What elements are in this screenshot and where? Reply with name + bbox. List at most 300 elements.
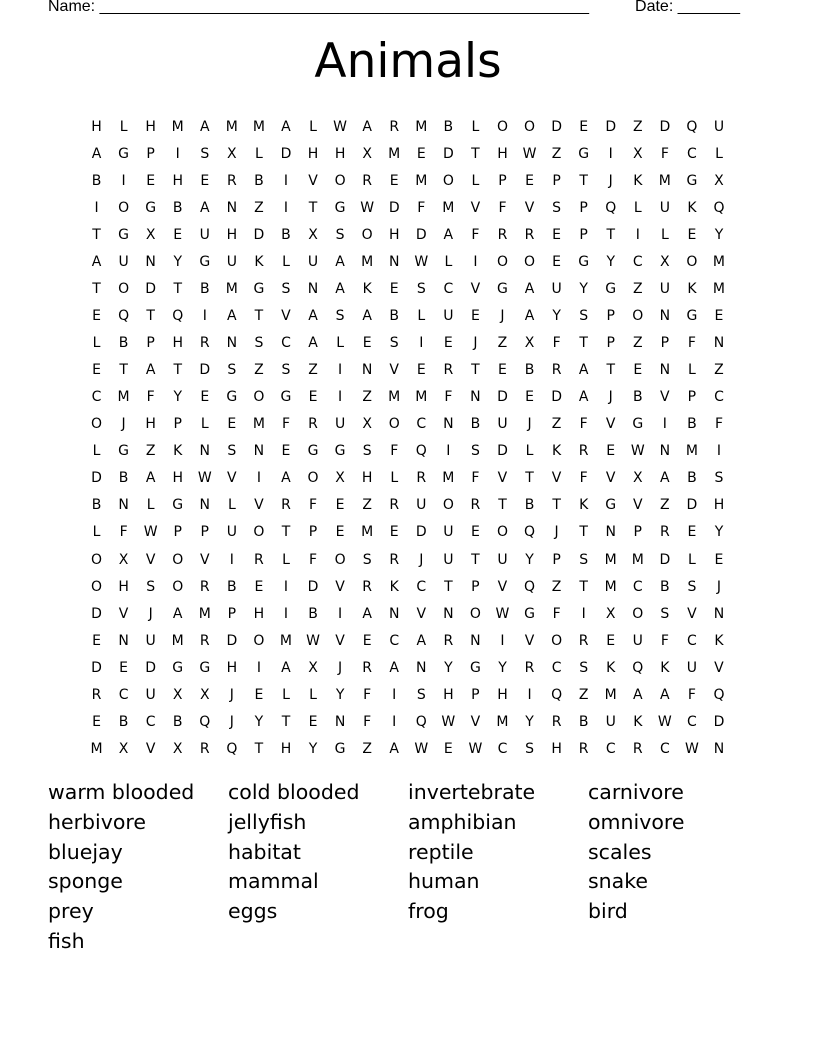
grid-letter[interactable]: X [227, 145, 237, 162]
grid-letter[interactable]: Z [551, 416, 562, 433]
grid-letter[interactable]: M [171, 632, 184, 649]
grid-letter[interactable]: Z [578, 686, 589, 703]
grid-letter[interactable]: V [714, 659, 724, 676]
grid-letter[interactable]: Z [254, 362, 264, 379]
grid-letter[interactable]: W [333, 118, 348, 135]
grid-letter[interactable]: C [416, 416, 427, 433]
grid-letter[interactable]: O [91, 551, 103, 568]
grid-letter[interactable]: L [471, 172, 480, 189]
grid-letter[interactable]: U [199, 226, 210, 243]
grid-letter[interactable]: T [579, 578, 588, 595]
grid-letter[interactable]: S [362, 551, 372, 568]
grid-letter[interactable]: T [579, 524, 588, 541]
grid-letter[interactable]: N [118, 497, 129, 514]
grid-letter[interactable]: T [606, 362, 615, 379]
grid-letter[interactable]: S [227, 362, 237, 379]
grid-letter[interactable]: M [685, 443, 698, 460]
grid-letter[interactable]: G [307, 443, 319, 460]
grid-letter[interactable]: L [444, 253, 453, 270]
grid-letter[interactable]: G [280, 389, 292, 406]
grid-letter[interactable]: B [660, 578, 670, 595]
grid-letter[interactable]: P [552, 551, 561, 568]
grid-letter[interactable]: J [229, 686, 234, 703]
grid-letter[interactable]: I [419, 335, 424, 352]
grid-letter[interactable]: R [362, 578, 373, 595]
grid-letter[interactable]: G [578, 253, 590, 270]
grid-letter[interactable]: D [280, 145, 292, 162]
grid-letter[interactable]: R [551, 713, 562, 730]
grid-letter[interactable]: P [200, 524, 209, 541]
grid-letter[interactable]: F [498, 199, 507, 216]
grid-letter[interactable]: J [338, 659, 343, 676]
grid-letter[interactable]: W [414, 253, 429, 270]
grid-letter[interactable]: C [416, 578, 427, 595]
grid-letter[interactable]: Q [118, 307, 130, 324]
grid-letter[interactable]: T [552, 497, 561, 514]
grid-letter[interactable]: U [497, 551, 508, 568]
grid-letter[interactable]: P [606, 335, 615, 352]
grid-letter[interactable]: E [362, 632, 372, 649]
grid-letter[interactable]: I [581, 605, 586, 622]
grid-letter[interactable]: M [252, 118, 265, 135]
grid-letter[interactable]: A [308, 307, 318, 324]
grid-letter[interactable]: G [334, 740, 346, 757]
grid-letter[interactable]: N [470, 389, 481, 406]
grid-letter[interactable]: J [554, 524, 559, 541]
grid-letter[interactable]: L [282, 253, 290, 270]
grid-letter[interactable]: L [688, 551, 696, 568]
grid-letter[interactable]: O [334, 551, 346, 568]
grid-letter[interactable]: O [253, 632, 265, 649]
grid-letter[interactable]: G [497, 280, 508, 297]
grid-letter[interactable]: P [146, 335, 155, 352]
grid-letter[interactable]: M [631, 551, 644, 568]
grid-letter[interactable]: B [470, 416, 481, 433]
grid-letter[interactable]: U [659, 280, 670, 297]
grid-letter[interactable]: N [307, 280, 319, 297]
grid-letter[interactable]: H [118, 578, 129, 595]
grid-letter[interactable]: M [225, 280, 238, 297]
grid-letter[interactable]: W [630, 443, 645, 460]
grid-letter[interactable]: G [199, 253, 211, 270]
grid-letter[interactable]: A [199, 199, 210, 216]
grid-letter[interactable]: R [497, 226, 508, 243]
grid-letter[interactable]: M [604, 578, 617, 595]
grid-letter[interactable]: S [362, 443, 372, 460]
grid-letter[interactable]: Y [444, 659, 453, 676]
grid-letter[interactable]: N [659, 362, 671, 379]
grid-letter[interactable]: H [253, 605, 265, 622]
grid-letter[interactable]: M [496, 713, 509, 730]
grid-letter[interactable]: E [389, 172, 399, 189]
grid-letter[interactable]: U [334, 416, 346, 433]
grid-letter[interactable]: R [199, 740, 210, 757]
grid-letter[interactable]: W [441, 713, 456, 730]
grid-letter[interactable]: X [524, 335, 535, 352]
grid-letter[interactable]: U [307, 253, 319, 270]
grid-letter[interactable]: H [145, 118, 156, 135]
grid-letter[interactable]: K [606, 659, 616, 676]
grid-letter[interactable]: T [281, 524, 291, 541]
grid-letter[interactable]: W [414, 740, 429, 757]
grid-letter[interactable]: D [415, 226, 427, 243]
grid-letter[interactable]: Y [335, 686, 345, 703]
grid-letter[interactable]: N [226, 199, 238, 216]
grid-letter[interactable]: T [579, 335, 588, 352]
grid-letter[interactable]: I [527, 686, 532, 703]
grid-letter[interactable]: M [117, 389, 130, 406]
grid-letter[interactable]: P [146, 145, 155, 162]
grid-letter[interactable]: R [389, 551, 400, 568]
grid-letter[interactable]: X [362, 145, 372, 162]
grid-letter[interactable]: S [227, 443, 237, 460]
grid-letter[interactable]: P [552, 172, 561, 189]
grid-letter[interactable]: Q [713, 199, 725, 216]
grid-letter[interactable]: Z [551, 145, 562, 162]
grid-letter[interactable]: F [146, 389, 155, 406]
grid-letter[interactable]: H [172, 335, 183, 352]
grid-letter[interactable]: G [199, 659, 211, 676]
grid-letter[interactable]: C [632, 578, 643, 595]
grid-letter[interactable]: V [470, 280, 481, 297]
grid-letter[interactable]: E [498, 362, 507, 379]
grid-letter[interactable]: D [199, 362, 211, 379]
grid-letter[interactable]: V [524, 632, 535, 649]
grid-letter[interactable]: M [198, 605, 211, 622]
grid-letter[interactable]: F [579, 416, 588, 433]
grid-letter[interactable]: Z [362, 740, 372, 757]
grid-letter[interactable]: D [388, 199, 400, 216]
grid-letter[interactable]: V [227, 470, 237, 487]
grid-letter[interactable]: S [146, 578, 156, 595]
grid-letter[interactable]: O [388, 416, 400, 433]
grid-letter[interactable]: H [361, 470, 373, 487]
grid-letter[interactable]: E [525, 389, 534, 406]
grid-letter[interactable]: V [335, 578, 345, 595]
grid-letter[interactable]: T [471, 362, 480, 379]
grid-letter[interactable]: M [658, 172, 671, 189]
grid-letter[interactable]: O [118, 280, 130, 297]
grid-letter[interactable]: X [172, 686, 183, 703]
grid-letter[interactable]: H [145, 416, 156, 433]
grid-letter[interactable]: N [605, 524, 616, 541]
grid-letter[interactable]: T [308, 199, 318, 216]
grid-letter[interactable]: T [579, 172, 588, 189]
grid-letter[interactable]: Y [552, 307, 561, 324]
grid-letter[interactable]: A [172, 605, 183, 622]
grid-letter[interactable]: X [632, 145, 643, 162]
grid-letter[interactable]: D [253, 226, 265, 243]
grid-letter[interactable]: M [171, 118, 184, 135]
grid-letter[interactable]: O [118, 199, 130, 216]
grid-letter[interactable]: A [632, 686, 643, 703]
grid-letter[interactable]: N [659, 443, 671, 460]
grid-letter[interactable]: L [282, 686, 290, 703]
grid-letter[interactable]: T [92, 280, 101, 297]
grid-letter[interactable]: E [173, 226, 183, 243]
grid-letter[interactable]: V [145, 551, 156, 568]
grid-letter[interactable]: I [338, 389, 343, 406]
grid-letter[interactable]: F [714, 416, 723, 433]
grid-letter[interactable]: H [443, 686, 454, 703]
grid-letter[interactable]: O [496, 524, 508, 541]
grid-letter[interactable]: M [415, 118, 428, 135]
grid-letter[interactable]: R [389, 497, 400, 514]
grid-letter[interactable]: Z [362, 497, 372, 514]
grid-letter[interactable]: I [256, 659, 261, 676]
grid-letter[interactable]: E [416, 145, 426, 162]
grid-letter[interactable]: E [606, 632, 616, 649]
grid-letter[interactable]: Q [524, 524, 536, 541]
grid-letter[interactable]: N [416, 659, 427, 676]
grid-letter[interactable]: U [145, 686, 156, 703]
grid-letter[interactable]: R [226, 172, 237, 189]
grid-letter[interactable]: P [606, 307, 615, 324]
grid-letter[interactable]: N [388, 605, 400, 622]
grid-letter[interactable]: G [118, 443, 130, 460]
grid-letter[interactable]: E [389, 524, 399, 541]
grid-letter[interactable]: V [605, 416, 616, 433]
grid-letter[interactable]: Y [254, 713, 264, 730]
grid-letter[interactable]: G [226, 389, 238, 406]
grid-letter[interactable]: P [579, 199, 588, 216]
grid-letter[interactable]: K [687, 280, 697, 297]
grid-letter[interactable]: C [687, 145, 697, 162]
grid-letter[interactable]: E [687, 524, 697, 541]
grid-letter[interactable]: M [442, 470, 455, 487]
grid-letter[interactable]: Y [606, 253, 615, 270]
grid-letter[interactable]: R [199, 578, 210, 595]
grid-letter[interactable]: L [146, 497, 155, 514]
grid-letter[interactable]: A [578, 389, 589, 406]
grid-letter[interactable]: K [389, 578, 399, 595]
grid-letter[interactable]: H [172, 470, 183, 487]
grid-letter[interactable]: X [632, 470, 643, 487]
grid-letter[interactable]: F [309, 551, 318, 568]
grid-letter[interactable]: S [470, 443, 480, 460]
grid-letter[interactable]: O [91, 416, 103, 433]
grid-letter[interactable]: R [578, 632, 589, 649]
grid-letter[interactable]: B [172, 713, 183, 730]
grid-letter[interactable]: D [497, 389, 508, 406]
grid-letter[interactable]: U [118, 253, 129, 270]
grid-letter[interactable]: S [579, 659, 589, 676]
grid-letter[interactable]: L [633, 199, 642, 216]
grid-letter[interactable]: D [91, 470, 102, 487]
grid-letter[interactable]: E [579, 118, 589, 135]
grid-letter[interactable]: M [604, 551, 617, 568]
grid-letter[interactable]: X [308, 226, 318, 243]
grid-letter[interactable]: F [552, 605, 561, 622]
grid-letter[interactable]: Y [525, 551, 534, 568]
grid-letter[interactable]: Q [524, 578, 536, 595]
grid-letter[interactable]: D [497, 443, 508, 460]
grid-letter[interactable]: B [687, 416, 697, 433]
grid-letter[interactable]: I [608, 145, 613, 162]
grid-letter[interactable]: V [254, 497, 264, 514]
grid-letter[interactable]: V [416, 605, 427, 622]
grid-letter[interactable]: A [199, 118, 210, 135]
grid-letter[interactable]: E [92, 307, 101, 324]
grid-letter[interactable]: R [389, 118, 400, 135]
grid-letter[interactable]: K [633, 172, 643, 189]
grid-letter[interactable]: E [227, 416, 237, 433]
grid-letter[interactable]: A [362, 605, 372, 622]
grid-letter[interactable]: V [281, 307, 291, 324]
grid-letter[interactable]: W [143, 524, 158, 541]
grid-letter[interactable]: V [199, 551, 210, 568]
grid-letter[interactable]: O [496, 253, 508, 270]
grid-letter[interactable]: G [469, 659, 481, 676]
grid-letter[interactable]: E [714, 551, 724, 568]
grid-letter[interactable]: L [92, 443, 101, 460]
grid-letter[interactable]: A [443, 226, 454, 243]
grid-letter[interactable]: X [145, 226, 156, 243]
grid-letter[interactable]: P [471, 578, 480, 595]
grid-letter[interactable]: X [714, 172, 724, 189]
grid-letter[interactable]: O [253, 524, 265, 541]
grid-letter[interactable]: K [579, 497, 589, 514]
grid-letter[interactable]: N [713, 335, 725, 352]
grid-letter[interactable]: K [660, 659, 670, 676]
grid-letter[interactable]: E [552, 226, 562, 243]
grid-letter[interactable]: E [416, 362, 426, 379]
grid-letter[interactable]: B [578, 713, 589, 730]
grid-letter[interactable]: D [659, 551, 671, 568]
grid-letter[interactable]: X [118, 740, 129, 757]
grid-letter[interactable]: K [362, 280, 372, 297]
grid-letter[interactable]: A [91, 145, 102, 162]
grid-letter[interactable]: L [309, 118, 317, 135]
grid-letter[interactable]: D [442, 145, 454, 162]
grid-letter[interactable]: Q [551, 686, 563, 703]
grid-letter[interactable]: A [335, 253, 345, 270]
grid-letter[interactable]: B [632, 389, 643, 406]
grid-letter[interactable]: T [146, 307, 155, 324]
grid-letter[interactable]: P [633, 524, 642, 541]
grid-letter[interactable]: L [282, 551, 290, 568]
grid-letter[interactable]: W [495, 605, 510, 622]
grid-letter[interactable]: S [687, 578, 697, 595]
grid-letter[interactable]: M [415, 389, 428, 406]
grid-letter[interactable]: R [632, 740, 643, 757]
grid-letter[interactable]: X [362, 416, 372, 433]
grid-letter[interactable]: A [281, 470, 291, 487]
grid-letter[interactable]: F [552, 335, 561, 352]
grid-letter[interactable]: M [361, 253, 374, 270]
grid-letter[interactable]: Z [714, 362, 724, 379]
grid-letter[interactable]: U [605, 713, 616, 730]
grid-letter[interactable]: G [605, 497, 617, 514]
grid-letter[interactable]: E [362, 335, 372, 352]
grid-letter[interactable]: O [307, 470, 319, 487]
grid-letter[interactable]: F [660, 145, 669, 162]
grid-letter[interactable]: T [92, 226, 101, 243]
grid-letter[interactable]: X [335, 470, 345, 487]
grid-letter[interactable]: J [121, 416, 126, 433]
grid-letter[interactable]: Q [415, 713, 427, 730]
grid-letter[interactable]: D [415, 524, 427, 541]
date-field-label[interactable]: Date: _______ [635, 0, 740, 15]
grid-letter[interactable]: R [308, 416, 318, 433]
grid-letter[interactable]: V [660, 389, 670, 406]
grid-letter[interactable]: B [308, 605, 318, 622]
grid-letter[interactable]: U [686, 659, 698, 676]
grid-letter[interactable]: Y [579, 280, 588, 297]
grid-letter[interactable]: I [229, 551, 234, 568]
grid-letter[interactable]: G [172, 497, 184, 514]
grid-letter[interactable]: N [659, 307, 671, 324]
grid-letter[interactable]: D [145, 659, 157, 676]
grid-letter[interactable]: I [662, 416, 667, 433]
grid-letter[interactable]: N [253, 443, 265, 460]
grid-letter[interactable]: A [524, 307, 535, 324]
grid-letter[interactable]: A [389, 740, 399, 757]
grid-letter[interactable]: E [92, 362, 101, 379]
grid-letter[interactable]: L [390, 470, 399, 487]
grid-letter[interactable]: A [335, 280, 345, 297]
grid-letter[interactable]: I [716, 443, 722, 460]
grid-letter[interactable]: S [281, 280, 291, 297]
grid-letter[interactable]: A [308, 335, 318, 352]
grid-letter[interactable]: J [473, 335, 478, 352]
grid-letter[interactable]: N [199, 443, 211, 460]
grid-letter[interactable]: L [92, 335, 101, 352]
grid-letter[interactable]: M [225, 118, 238, 135]
grid-letter[interactable]: C [659, 740, 670, 757]
grid-letter[interactable]: R [281, 497, 291, 514]
grid-letter[interactable]: D [551, 118, 562, 135]
grid-letter[interactable]: C [551, 659, 562, 676]
grid-letter[interactable]: F [390, 443, 399, 460]
grid-letter[interactable]: L [119, 118, 128, 135]
grid-letter[interactable]: F [417, 199, 426, 216]
grid-letter[interactable]: O [172, 578, 184, 595]
grid-letter[interactable]: Q [226, 740, 238, 757]
grid-letter[interactable]: S [416, 686, 426, 703]
grid-letter[interactable]: H [388, 226, 400, 243]
grid-letter[interactable]: V [118, 605, 129, 622]
grid-letter[interactable]: E [92, 632, 101, 649]
grid-letter[interactable]: I [283, 172, 289, 189]
grid-letter[interactable]: R [470, 497, 481, 514]
grid-letter[interactable]: D [686, 497, 698, 514]
grid-letter[interactable]: T [173, 280, 182, 297]
grid-letter[interactable]: R [524, 226, 535, 243]
grid-letter[interactable]: U [226, 253, 237, 270]
grid-letter[interactable]: T [281, 713, 291, 730]
grid-letter[interactable]: E [633, 362, 643, 379]
grid-letter[interactable]: U [443, 551, 454, 568]
grid-letter[interactable]: I [500, 632, 505, 649]
grid-letter[interactable]: G [524, 605, 535, 622]
grid-letter[interactable]: L [227, 497, 236, 514]
grid-letter[interactable]: C [281, 335, 291, 352]
grid-letter[interactable]: V [687, 605, 697, 622]
grid-letter[interactable]: P [579, 226, 588, 243]
grid-letter[interactable]: C [497, 740, 508, 757]
grid-letter[interactable]: X [118, 551, 129, 568]
grid-letter[interactable]: L [200, 416, 209, 433]
grid-letter[interactable]: F [363, 713, 372, 730]
grid-letter[interactable]: S [552, 199, 562, 216]
grid-letter[interactable]: U [497, 416, 508, 433]
grid-letter[interactable]: N [361, 362, 373, 379]
grid-letter[interactable]: S [281, 362, 291, 379]
grid-letter[interactable]: F [471, 470, 480, 487]
grid-letter[interactable]: Q [713, 686, 725, 703]
grid-letter[interactable]: G [632, 416, 644, 433]
